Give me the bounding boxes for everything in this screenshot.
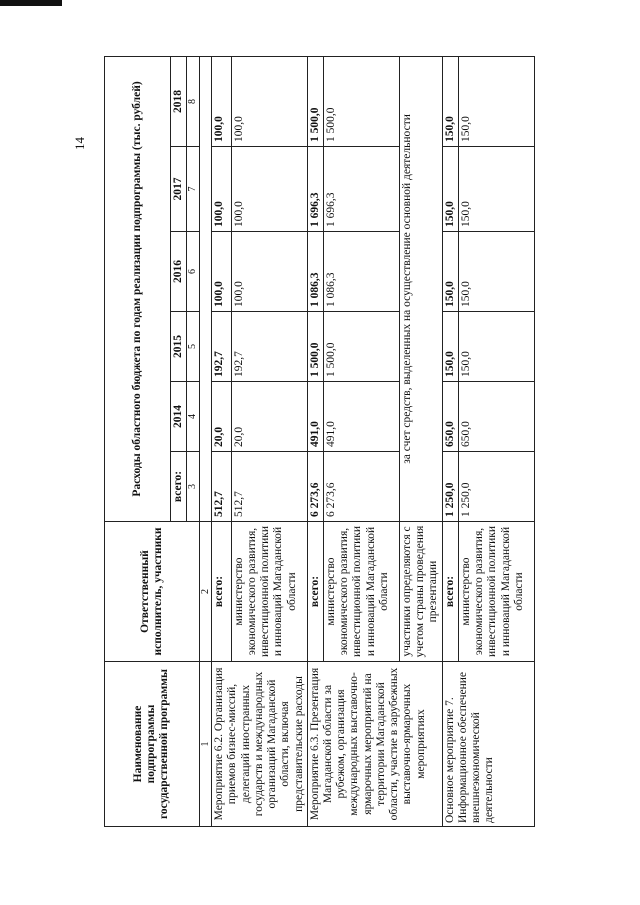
table-cell: 1 086,3 xyxy=(307,232,323,312)
colnum-1: 1 xyxy=(199,662,212,827)
table-cell: 150,0 xyxy=(442,56,458,146)
table-cell: 1 696,3 xyxy=(307,147,323,232)
table-cell: 150,0 xyxy=(442,232,458,312)
colnum-8: 8 xyxy=(187,56,200,146)
table-cell: 20,0 xyxy=(212,382,232,452)
table-cell: 192,7 xyxy=(212,312,232,382)
colnum-5: 5 xyxy=(187,312,200,382)
table-cell: 1 250,0 xyxy=(442,452,458,522)
participants-note: за счет средств, выделенных на осуществление основной деятельности xyxy=(399,56,442,521)
table-cell: 650,0 xyxy=(458,382,534,452)
table-cell: 1 086,3 xyxy=(323,232,399,312)
total-label: всего: xyxy=(307,522,323,662)
table-cell: 150,0 xyxy=(442,312,458,382)
year-2018: 2018 xyxy=(171,56,187,146)
table-cell: 1 250,0 xyxy=(458,452,534,522)
colnum-7: 7 xyxy=(187,147,200,232)
table-cell: 192,7 xyxy=(231,312,307,382)
header-program-name: Наименование подпрограммы государственной программы xyxy=(105,662,200,827)
table-cell: 150,0 xyxy=(442,147,458,232)
table-cell: 1 500,0 xyxy=(307,312,323,382)
table-cell: 100,0 xyxy=(231,56,307,146)
table-cell: 491,0 xyxy=(307,382,323,452)
total-label: всего: xyxy=(212,522,232,662)
table-cell: 1 696,3 xyxy=(323,147,399,232)
rotated-document-page xyxy=(104,57,525,827)
total-label: всего: xyxy=(442,522,458,662)
header-expenses: Расходы областного бюджета по годам реализации подпрограммы (тыс. рублей) xyxy=(105,56,171,521)
program-name-7: Основное мероприятие 7. Информационное обеспечение внешнеэкономической деятельности xyxy=(442,662,534,827)
table-cell: 100,0 xyxy=(231,147,307,232)
table-cell: 100,0 xyxy=(212,232,232,312)
table-cell: 150,0 xyxy=(458,232,534,312)
executor-name: министерство экономического развития, инвестиционной политики и инноваций Магаданской области xyxy=(323,522,399,662)
executor-name: министерство экономического развития, инвестиционной политики и инноваций Магаданской области xyxy=(458,522,534,662)
table-cell: 512,7 xyxy=(231,452,307,522)
table-cell: 100,0 xyxy=(212,56,232,146)
year-total: всего: xyxy=(171,452,187,522)
year-2016: 2016 xyxy=(171,232,187,312)
table-cell: 100,0 xyxy=(231,232,307,312)
colnum-3: 3 xyxy=(187,452,200,522)
program-name-6-2: Мероприятие 6.2. Организация приемов бизнес-миссий, делегаций иностранных государств и международных организаций Магаданской области, включая представительские расходы xyxy=(212,662,308,827)
expenses-table xyxy=(104,56,535,827)
participants-cell: участники определяются с учетом страны проведения презентации xyxy=(399,522,442,662)
program-name-6-3: Мероприятие 6.3. Презентация Магаданской области за рубежом, организация международных выставочно-ярмарочных мероприятий на территории Магаданской области, участие в зарубежных выставочно-ярмарочных мероприятиях xyxy=(307,662,442,827)
scan-edge-mark xyxy=(0,0,62,6)
header-executor: Ответственный исполнитель, участники xyxy=(105,522,200,662)
table-cell: 6 273,6 xyxy=(323,452,399,522)
colnum-6: 6 xyxy=(187,232,200,312)
table-cell: 150,0 xyxy=(458,56,534,146)
table-cell: 6 273,6 xyxy=(307,452,323,522)
table-cell: 512,7 xyxy=(212,452,232,522)
table-cell: 1 500,0 xyxy=(323,56,399,146)
colnum-2: 2 xyxy=(199,522,212,662)
year-2017: 2017 xyxy=(171,147,187,232)
colnum-4: 4 xyxy=(187,382,200,452)
year-2014: 2014 xyxy=(171,382,187,452)
page-number: 14 xyxy=(72,137,87,150)
year-2015: 2015 xyxy=(171,312,187,382)
table-cell: 100,0 xyxy=(212,147,232,232)
table-cell: 650,0 xyxy=(442,382,458,452)
table-cell: 491,0 xyxy=(323,382,399,452)
table-cell: 1 500,0 xyxy=(323,312,399,382)
table-cell: 1 500,0 xyxy=(307,56,323,146)
executor-name: министерство экономического развития, инвестиционной политики и инноваций Магаданской области xyxy=(231,522,307,662)
table-cell: 20,0 xyxy=(231,382,307,452)
table-cell: 150,0 xyxy=(458,312,534,382)
table-cell: 150,0 xyxy=(458,147,534,232)
